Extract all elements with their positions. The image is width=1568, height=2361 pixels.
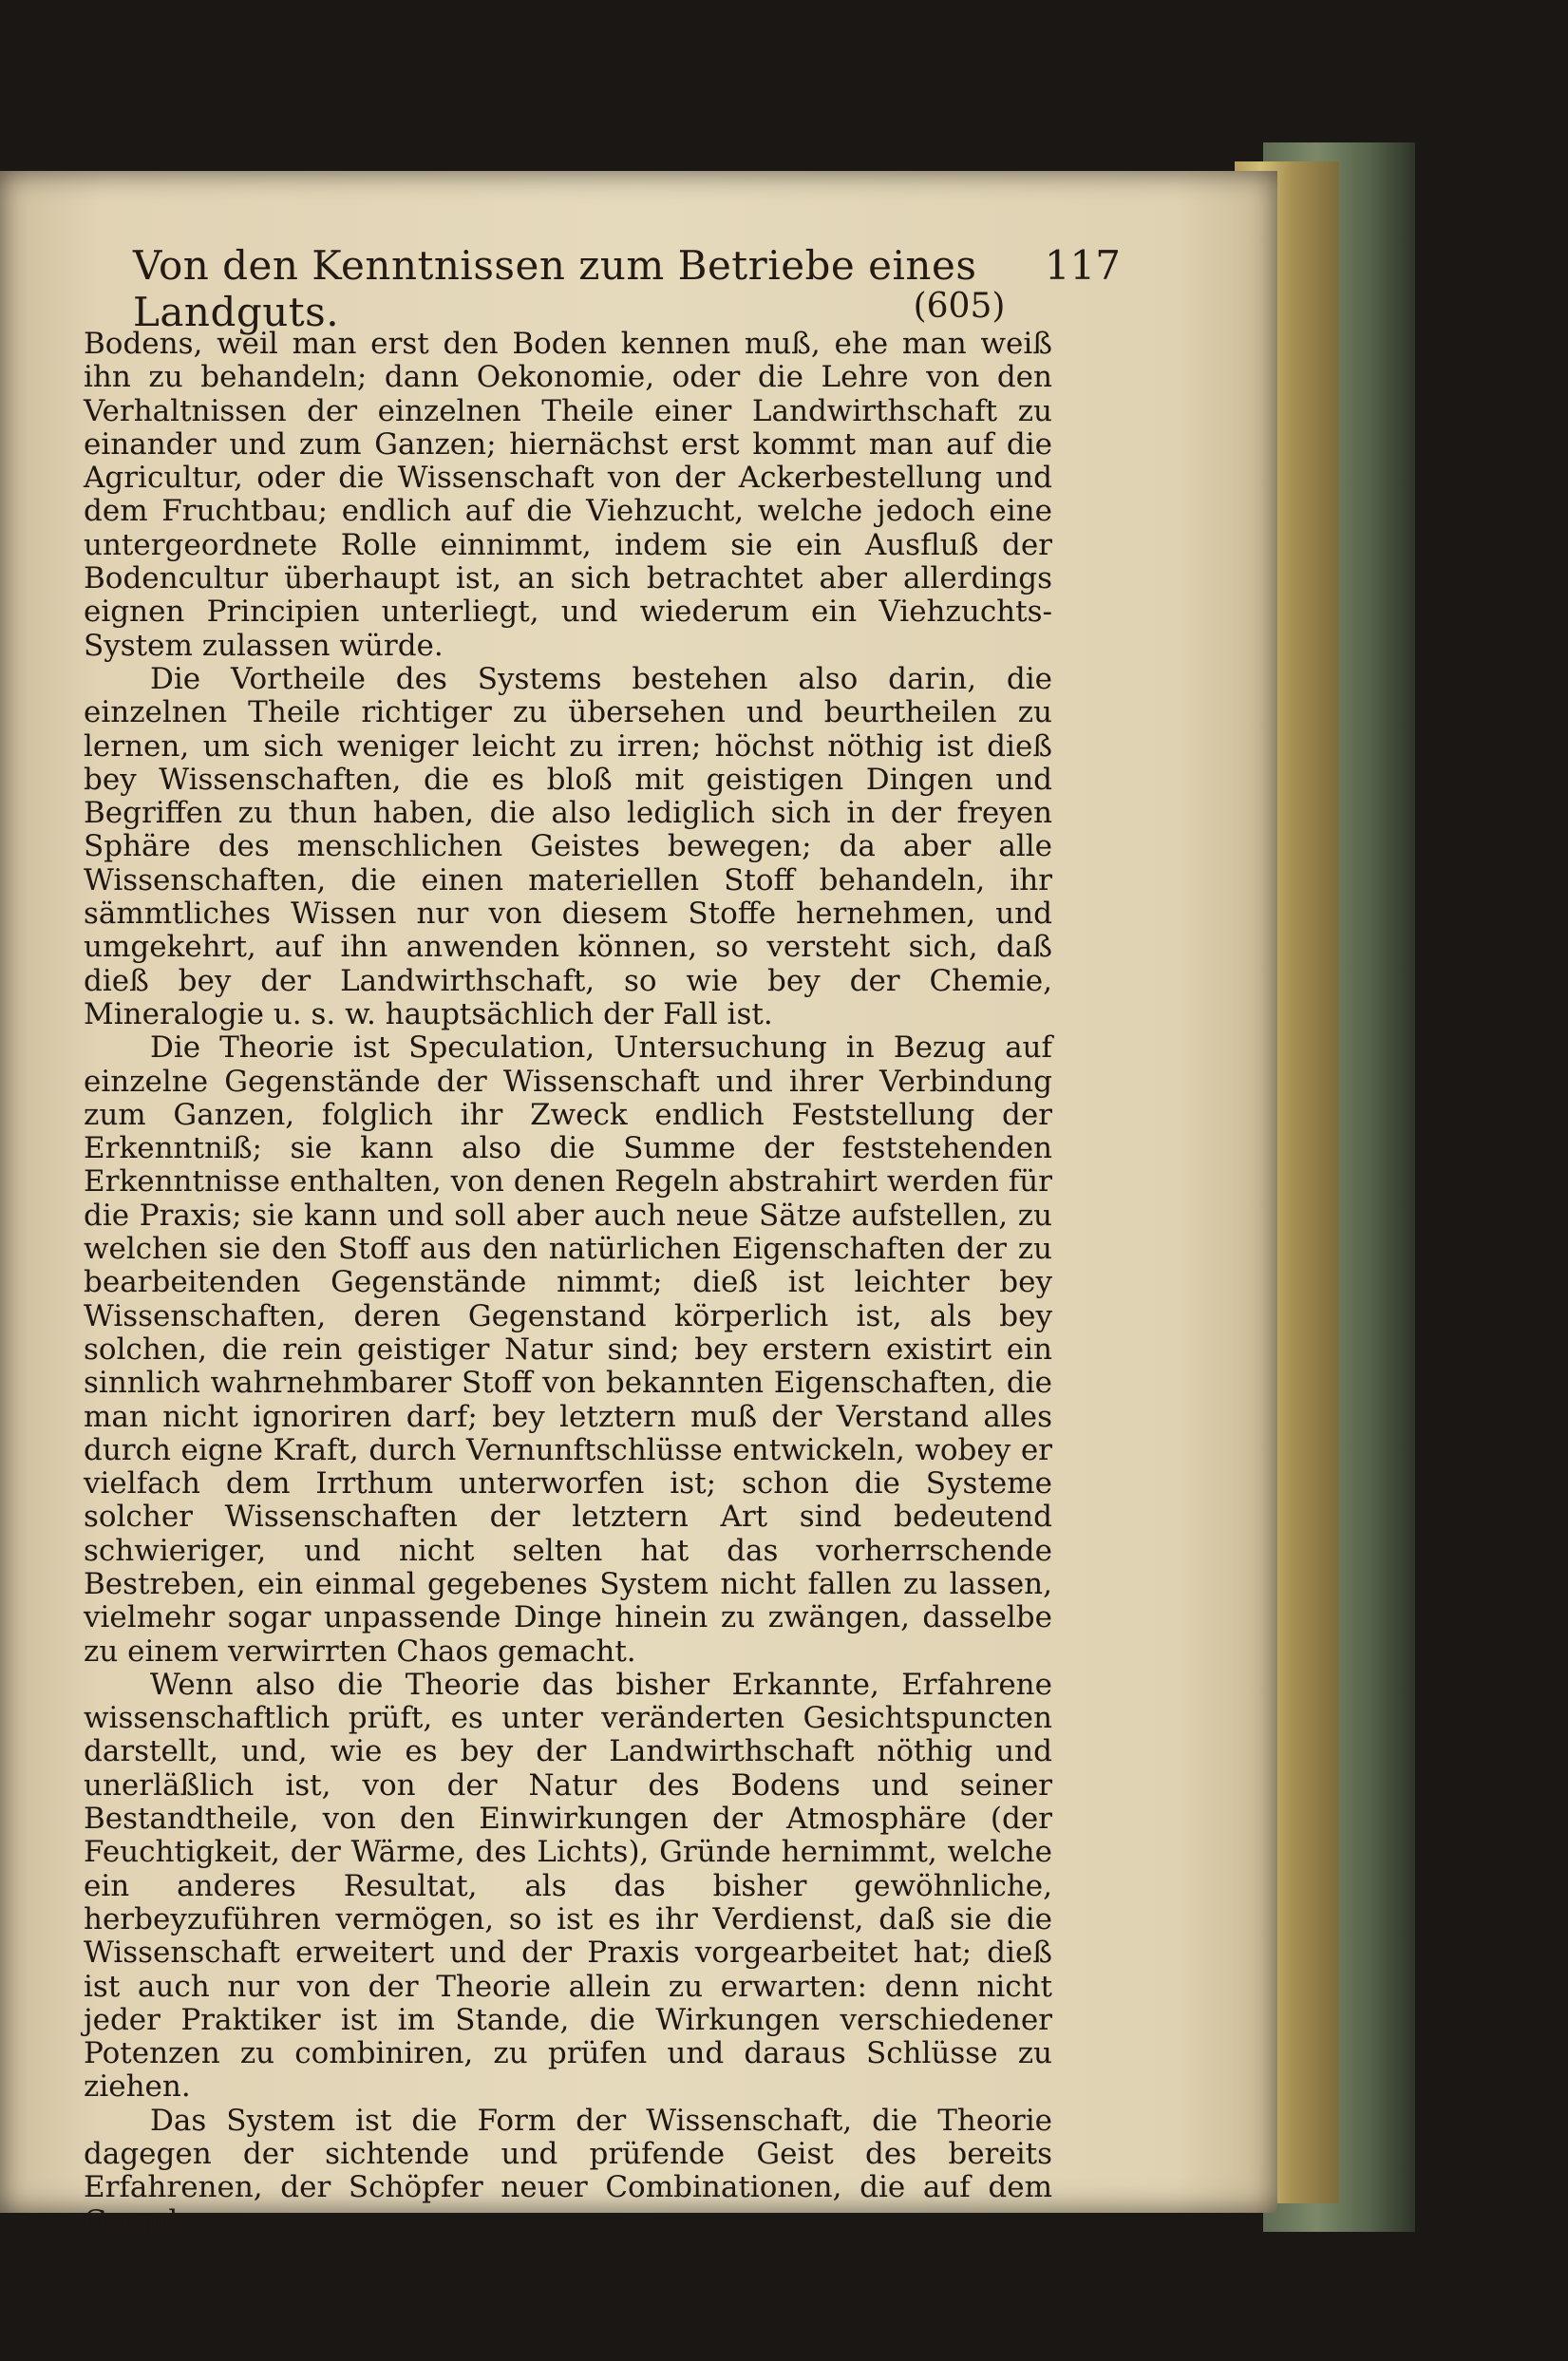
paragraph: Die Theorie ist Speculation, Untersuchung in Bezug auf einzelne Gegenstände der Wissenschaft und ihrer Verbindung zum Ganzen, folglich ihr Zweck endlich Feststellung der Erkenntniß; sie kann also die Summe der feststehenden Erkenntnisse enthalten, von denen Regeln abstrahirt werden für die Praxis; sie kann und soll aber auch neue Sätze aufstellen, zu welchen sie den Stoff aus den natürlichen Eigenschaften der zu bearbeitenden Gegenstände nimmt; dieß ist leichter bey Wissenschaften, deren Gegenstand körperlich ist, als bey solchen, die rein geistiger Natur sind; bey erstern existirt ein sinnlich wahrnehmbarer Stoff von bekannten Eigenschaften, die man nicht ignoriren darf; bey letztern muß der Verstand alles durch eigne Kraft, durch Vernunftschlüsse entwickeln, wobey er vielfach dem Irrthum unterworfen ist; schon die Systeme solcher Wissenschaften der letztern Art sind bedeutend schwieriger, und nicht selten hat das vorherrschende Bestreben, ein einmal gegebenes System nicht fallen zu lassen, vielmehr sogar unpassende Dinge hinein zu zwängen, dasselbe zu einem verwirrten Chaos gemacht.	[84, 1030, 1052, 1669]
running-title: Von den Kenntnissen zum Betriebe eines Landguts.	[133, 242, 977, 335]
paragraph: Wenn also die Theorie das bisher Erkannte, Erfahrene wissenschaftlich prüft, es unter veränderten Gesichtspuncten darstellt, und, wie es bey der Landwirthschaft nöthig und unerläßlich ist, von der Natur des Bodens und seiner Bestandtheile, von den Einwirkungen der Atmosphäre (der Feuchtigkeit, der Wärme, des Lichts), Gründe hernimmt, welche ein anderes Resultat, als das bisher gewöhnliche, herbeyzuführen vermögen, so ist es ihr Verdienst, daß sie die Wissenschaft erweitert und der Praxis vorgearbeitet hat; dieß ist auch nur von der Theorie allein zu erwarten: denn nicht jeder Praktiker ist im Stande, die Wirkungen verschiedener Potenzen zu combiniren, zu prüfen und daraus Schlüsse zu ziehen.	[84, 1667, 1052, 2105]
body-text	[84, 328, 1052, 2238]
paragraph: Bodens, weil man erst den Boden kennen muß, ehe man weiß ihn zu behandeln; dann Oekonomie, oder die Lehre von den Verhaltnissen der einzelnen Theile einer Landwirthschaft zu einander und zum Ganzen; hiernächst erst kommt man auf die Agricultur, oder die Wissenschaft von der Ackerbestellung und dem Fruchtbau; endlich auf die Viehzucht, welche jedoch eine untergeordnete Rolle einnimmt, indem sie ein Ausfluß der Bodencultur überhaupt ist, an sich betrachtet aber allerdings eignen Principien unterliegt, und wiederum ein Viehzuchts-System zulassen würde.	[84, 327, 1052, 663]
paragraph: Das System ist die Form der Wissenschaft, die Theorie dagegen der sichtende und prüfende Geist des bereits Erfahrenen, der Schöpfer neuer Combinationen, die auf dem Grund	[84, 2103, 1052, 2238]
signature-mark: (605)	[913, 287, 1006, 326]
page-number: 117	[1044, 242, 1121, 289]
paragraph: Die Vortheile des Systems bestehen also darin, die einzelnen Theile richtiger zu übersehen und beurtheilen zu lernen, um sich weniger leicht zu irren; höchst nöthig ist dieß bey Wissenschaften, die es bloß mit geistigen Dingen und Begriffen zu thun haben, die also lediglich sich in der freyen Sphäre des menschlichen Geistes bewegen; da aber alle Wissenschaften, die einen materiellen Stoff behandeln, ihr sämmtliches Wissen nur von diesem Stoffe hernehmen, und umgekehrt, auf ihn anwenden können, so versteht sich, daß dieß bey der Landwirthschaft, so wie bey der Chemie, Mineralogie u. s. w. hauptsächlich der Fall ist.	[84, 661, 1052, 1031]
